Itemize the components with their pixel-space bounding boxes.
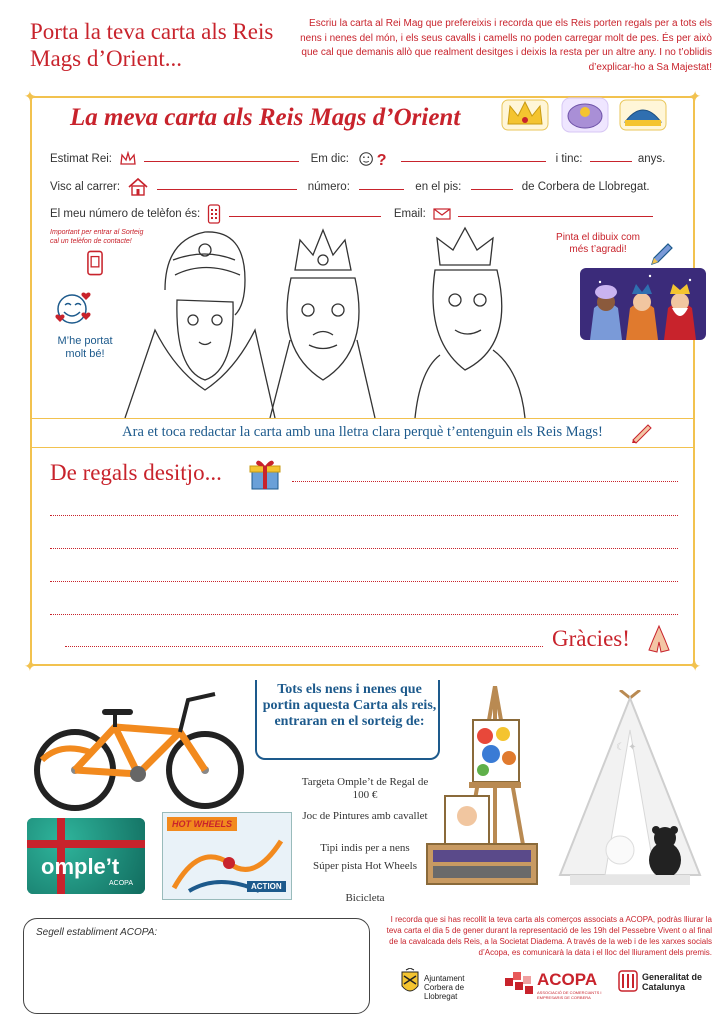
- form-row-greeting: [50, 150, 665, 167]
- ajuntament-shield-icon: [400, 968, 420, 998]
- three-kings-coloring-drawing: [95, 220, 550, 418]
- proud-label: M’he portat molt bé!: [57, 335, 113, 360]
- prize-item: Súper pista Hot Wheels: [313, 860, 417, 872]
- toy-label: ACTION: [247, 881, 286, 892]
- letter-title: La meva carta als Reis Mags d’Orient: [70, 104, 461, 131]
- header-intro: Escriu la carta al Rei Mag que prefereixis i recorda que els Reis porten regals per a tots els nens i nenes del món, i els seus cavalls i camells no poden carregar molt de pes. És per això que cal que demanis allò que realment desitges i deixis la resta per un altre any. I no t’oblidis d’explicar-ho a Sa Majestat!: [300, 18, 712, 73]
- generalitat-logo: [618, 966, 713, 1006]
- paint-note: Pinta el dibuix com més t’agradi!: [556, 232, 640, 255]
- prize-item: Bicicleta: [345, 892, 385, 904]
- email-label: Email:: [393, 208, 426, 221]
- wish-line[interactable]: [65, 646, 543, 647]
- pencil-icon: [648, 240, 676, 268]
- ajuntament-logo-text: Ajuntament Corbera de Llobregat: [424, 974, 465, 1001]
- name-label: Em dic:: [310, 153, 349, 165]
- phone-field[interactable]: [229, 205, 381, 217]
- sparkle-icon: ✦: [689, 88, 701, 104]
- prize-item: Tipi indis per a nens: [320, 842, 410, 854]
- card-subbrand: ACOPA: [109, 880, 133, 887]
- crown-gold-icon: [500, 94, 550, 134]
- raffle-title: Tots els nens i nenes que portin aquesta Carta als reis, entraran en el sorteig de:: [262, 682, 437, 729]
- seal-box[interactable]: [23, 918, 370, 1014]
- sparkle-icon: ✦: [689, 658, 701, 674]
- crown-blue-icon: [618, 94, 668, 134]
- acopa-logo-text: ACOPA: [537, 970, 598, 989]
- hot-wheels-box-image: [162, 812, 292, 900]
- acopa-logo-subtext: ASSOCIACIÓ DE COMERCIANTS I EMPRESARIS DE CORBERA: [537, 990, 602, 1000]
- wishes-title: De regals desitjo...: [50, 460, 222, 485]
- writing-hand-icon: [630, 420, 654, 444]
- generalitat-logo-text: Generalitat de Catalunya: [642, 972, 703, 992]
- house-icon: [127, 177, 149, 197]
- street-label: Visc al carrer:: [50, 181, 121, 194]
- child-name-field[interactable]: [401, 150, 546, 162]
- sparkle-icon: ✦: [24, 658, 36, 674]
- instruction-band: [32, 418, 693, 448]
- street-field[interactable]: [157, 178, 297, 190]
- prize-item: Joc de Pintures amb cavallet: [302, 810, 428, 822]
- dear-label: Estimat Rei:: [50, 153, 112, 165]
- easel-paint-set-image: [425, 686, 550, 898]
- teepee-tent-image: [550, 690, 710, 895]
- acopa-logo: [503, 966, 603, 1006]
- important-note: Important per entrar al Sorteig cal un telèfon de contacte!: [50, 229, 144, 245]
- seal-label: Segell establiment ACOPA:: [36, 927, 158, 938]
- acopa-mark-icon: [503, 968, 537, 998]
- header-title: Porta la teva carta als Reis Mags d’Orient...: [30, 19, 274, 71]
- toy-brand: HOT WHEELS: [167, 817, 237, 831]
- king-name-field[interactable]: [144, 150, 299, 162]
- svg-text:?: ?: [376, 152, 387, 167]
- town-label: de Corbera de Llobregat.: [521, 181, 650, 194]
- svg-text:☾ ✦: ☾ ✦: [616, 742, 637, 753]
- praying-hands-icon: [645, 624, 673, 654]
- gift-icon: [248, 457, 282, 491]
- wish-line[interactable]: [50, 515, 678, 516]
- smiley-question-icon: [356, 151, 394, 167]
- happy-emoji-icon: [52, 288, 94, 328]
- email-field[interactable]: [458, 205, 653, 217]
- bicycle-image: [30, 682, 245, 814]
- wish-line[interactable]: [292, 481, 678, 482]
- raffle-box: [255, 680, 440, 760]
- floor-label: en el pis:: [415, 181, 462, 194]
- age-label: i tinc:: [555, 153, 583, 165]
- kings-colored-illustration: [580, 268, 706, 340]
- instruction-text: Ara et toca redactar la carta amb una lletra clara perquè t’entenguin els Reis Mags!: [122, 424, 603, 440]
- thanks-text: Gràcies!: [552, 626, 630, 651]
- card-brand: omple’t: [41, 854, 120, 879]
- years-label: anys.: [637, 153, 666, 165]
- number-field[interactable]: [359, 178, 404, 190]
- phone-label: El meu número de telèfon és:: [50, 208, 201, 221]
- prize-item: Targeta Omple’t de Regal de 100 €: [301, 776, 429, 801]
- ajuntament-logo: [400, 966, 480, 1006]
- sparkle-icon: ✦: [24, 88, 36, 104]
- wish-line[interactable]: [50, 548, 678, 549]
- wish-line[interactable]: [50, 614, 678, 615]
- crown-icon: [119, 151, 137, 167]
- generalitat-emblem-icon: [618, 970, 638, 992]
- reminder-text: I recorda que si has recollit la teva carta als comerços associats a ACOPA, podràs lliurar la teva carta el dia 5 de gener durant la representació de les 19h del Pessebre Vivent o al final de la cavalcada dels Reis, a la Societat Diadema. A través de la web i de les xarxes socials d’Acopa, es comunicarà la data i el lloc del lliurament dels premis.: [386, 915, 712, 957]
- age-field[interactable]: [590, 150, 632, 162]
- wish-line[interactable]: [50, 581, 678, 582]
- gift-card-image: [27, 818, 145, 894]
- number-label: número:: [307, 181, 350, 194]
- form-row-address: [50, 177, 650, 197]
- turban-purple-icon: [560, 94, 610, 134]
- floor-field[interactable]: [471, 178, 513, 190]
